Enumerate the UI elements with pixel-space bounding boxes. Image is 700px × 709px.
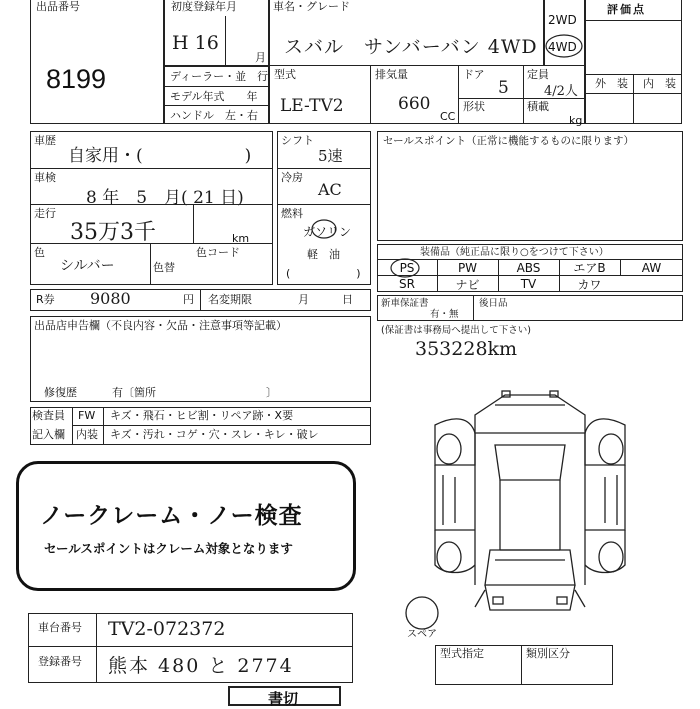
divider	[72, 407, 73, 445]
r-ticket-value: 9080	[90, 289, 131, 308]
handle-label: ハンドル 左・右	[170, 109, 258, 122]
name-change-label: 名変期限	[208, 293, 252, 306]
inspector-interior-items: キズ・汚れ・コゲ・穴・スレ・キレ・破レ	[110, 428, 319, 441]
r-ticket-label: R券	[36, 293, 55, 306]
mileage-label: 走行	[34, 207, 56, 220]
equipment-pw[interactable]: PW	[457, 260, 478, 275]
drive-4wd: 4WD	[548, 40, 577, 54]
drive-selection-circle	[544, 32, 584, 60]
door-label: ドア	[463, 68, 485, 81]
lot-number-label: 出品番号	[36, 0, 80, 13]
name-change-value: 月 日	[298, 293, 353, 306]
divider	[96, 613, 97, 683]
defects-label: 出品店申告欄（不良内容・欠品・注意事項等記載）	[34, 319, 287, 332]
color-value: シルバー	[60, 258, 115, 274]
divider	[164, 65, 269, 67]
divider	[164, 105, 269, 106]
sales-point-box	[377, 131, 683, 241]
divider	[164, 86, 269, 87]
first-registration-value: H 16	[172, 32, 219, 54]
repair-history-value: 有〔箇所 〕	[112, 386, 277, 399]
chassis-label: 車台番号	[38, 621, 82, 634]
divider	[150, 243, 151, 285]
cc-unit: CC	[440, 110, 456, 123]
lot-number-box	[30, 0, 164, 124]
car-history-label: 車歴	[34, 134, 56, 147]
equipment-ps-circle	[388, 257, 422, 279]
capacity-value: 4/2人	[544, 84, 578, 99]
type-designation-label: 型式指定	[440, 647, 484, 660]
fuel-gas: ガソリン	[303, 225, 352, 239]
registration-value: 熊本 480 と 2774	[108, 655, 294, 677]
inspector-label: 検査員	[32, 409, 65, 422]
equipment-airbag[interactable]: エアB	[573, 261, 606, 275]
color-code-label: 色コード	[196, 246, 240, 259]
load-label: 積載	[527, 100, 549, 113]
equipment-ps[interactable]: PS	[399, 260, 415, 275]
divider	[72, 425, 371, 426]
spare-label: スペア	[407, 629, 437, 640]
lot-number: 8199	[46, 64, 107, 94]
divider	[225, 16, 226, 66]
color-label: 色	[34, 246, 45, 259]
footer-text: 書切	[268, 690, 299, 708]
divider	[277, 168, 371, 169]
drive-2wd: 2WD	[548, 13, 577, 27]
interior-label: 内 装	[643, 77, 676, 90]
mileage-value: 35万3千	[70, 220, 156, 245]
model-year-label: モデル年式 年	[170, 90, 258, 103]
warranty-note: (保証書は事務局へ提出して下さい)	[381, 325, 531, 336]
displacement-value: 660	[398, 94, 431, 114]
kg-unit: kg	[569, 114, 583, 127]
divider	[370, 65, 371, 124]
shape-label: 形状	[463, 100, 485, 113]
stamp-subtitle: セールスポイントはクレーム対象となります	[44, 541, 293, 556]
model-type-label: 型式	[274, 68, 296, 81]
equipment-navi[interactable]: ナビ	[455, 277, 480, 292]
warranty-date-label: 後日品	[479, 298, 508, 309]
divider	[521, 645, 522, 685]
divider	[193, 204, 194, 244]
sales-point-label: セールスポイント（正常に機能するものに限ります）	[383, 135, 635, 147]
vehicle-damage-diagram	[395, 385, 665, 645]
shift-value: 5速	[318, 147, 343, 165]
recolor-label: 色替	[153, 261, 175, 274]
ac-value: AC	[318, 180, 342, 199]
shift-label: シフト	[281, 134, 314, 147]
fuel-label: 燃料	[281, 207, 303, 220]
displacement-label: 排気量	[375, 68, 408, 81]
capacity-label: 定員	[527, 68, 549, 81]
equipment-tv[interactable]: TV	[520, 277, 537, 291]
first-registration-label: 初度登録年月	[171, 0, 237, 13]
divider	[30, 168, 273, 169]
fw-items: キズ・飛石・ヒビ割・リペア跡・X要	[110, 409, 294, 422]
fuel-paren: ( )	[286, 267, 361, 280]
divider	[28, 646, 353, 647]
inspector-interior-label: 内装	[76, 428, 98, 441]
car-history-value: 自家用・( )	[68, 146, 252, 166]
car-name-value: スバル サンバーバン 4WD	[284, 36, 538, 58]
warranty-book-options: 有・無	[430, 309, 459, 320]
fuel-selection-circle	[310, 218, 338, 240]
entry-label: 記入欄	[32, 428, 65, 441]
model-type-value: LE-TV2	[280, 96, 344, 116]
divider	[633, 74, 634, 124]
equipment-sr[interactable]: SR	[399, 277, 415, 291]
fw-label: FW	[78, 409, 96, 422]
divider	[103, 407, 104, 445]
divider	[458, 65, 459, 124]
divider	[200, 289, 201, 311]
inspection-label: 車検	[34, 171, 56, 184]
repair-history-label: 修復歴	[44, 386, 77, 399]
rating-label: 評価点	[607, 3, 646, 16]
first-registration-month-unit: 月	[255, 51, 266, 64]
divider	[473, 295, 474, 321]
divider	[523, 65, 524, 124]
inspection-value: 8 年 5 月( 21 日)	[86, 188, 244, 208]
ac-label: 冷房	[281, 171, 303, 184]
equipment-label: 装備品（純正品に限り○をつけて下さい）	[420, 247, 609, 258]
equipment-aw[interactable]: AW	[641, 260, 662, 275]
warranty-handwritten: 353228km	[415, 338, 518, 360]
yen-unit: 円	[183, 293, 194, 306]
stamp-title: ノークレーム・ノー検査	[40, 503, 303, 529]
dealer-label: ディーラー・並 行	[170, 70, 269, 83]
door-value: 5	[498, 78, 509, 98]
divider	[585, 20, 682, 21]
km-unit: km	[232, 232, 250, 245]
registration-label: 登録番号	[38, 655, 82, 668]
divider	[277, 204, 371, 205]
car-name-label: 車名・グレード	[273, 0, 350, 13]
fuel-diesel: 軽 油	[307, 248, 340, 261]
category-label: 類別区分	[526, 647, 570, 660]
equipment-leather[interactable]: カワ	[577, 277, 602, 292]
warranty-book-label: 新車保証書	[381, 298, 429, 309]
chassis-value: TV2-072372	[108, 618, 226, 640]
exterior-label: 外 装	[595, 77, 628, 90]
equipment-abs[interactable]: ABS	[516, 260, 541, 275]
